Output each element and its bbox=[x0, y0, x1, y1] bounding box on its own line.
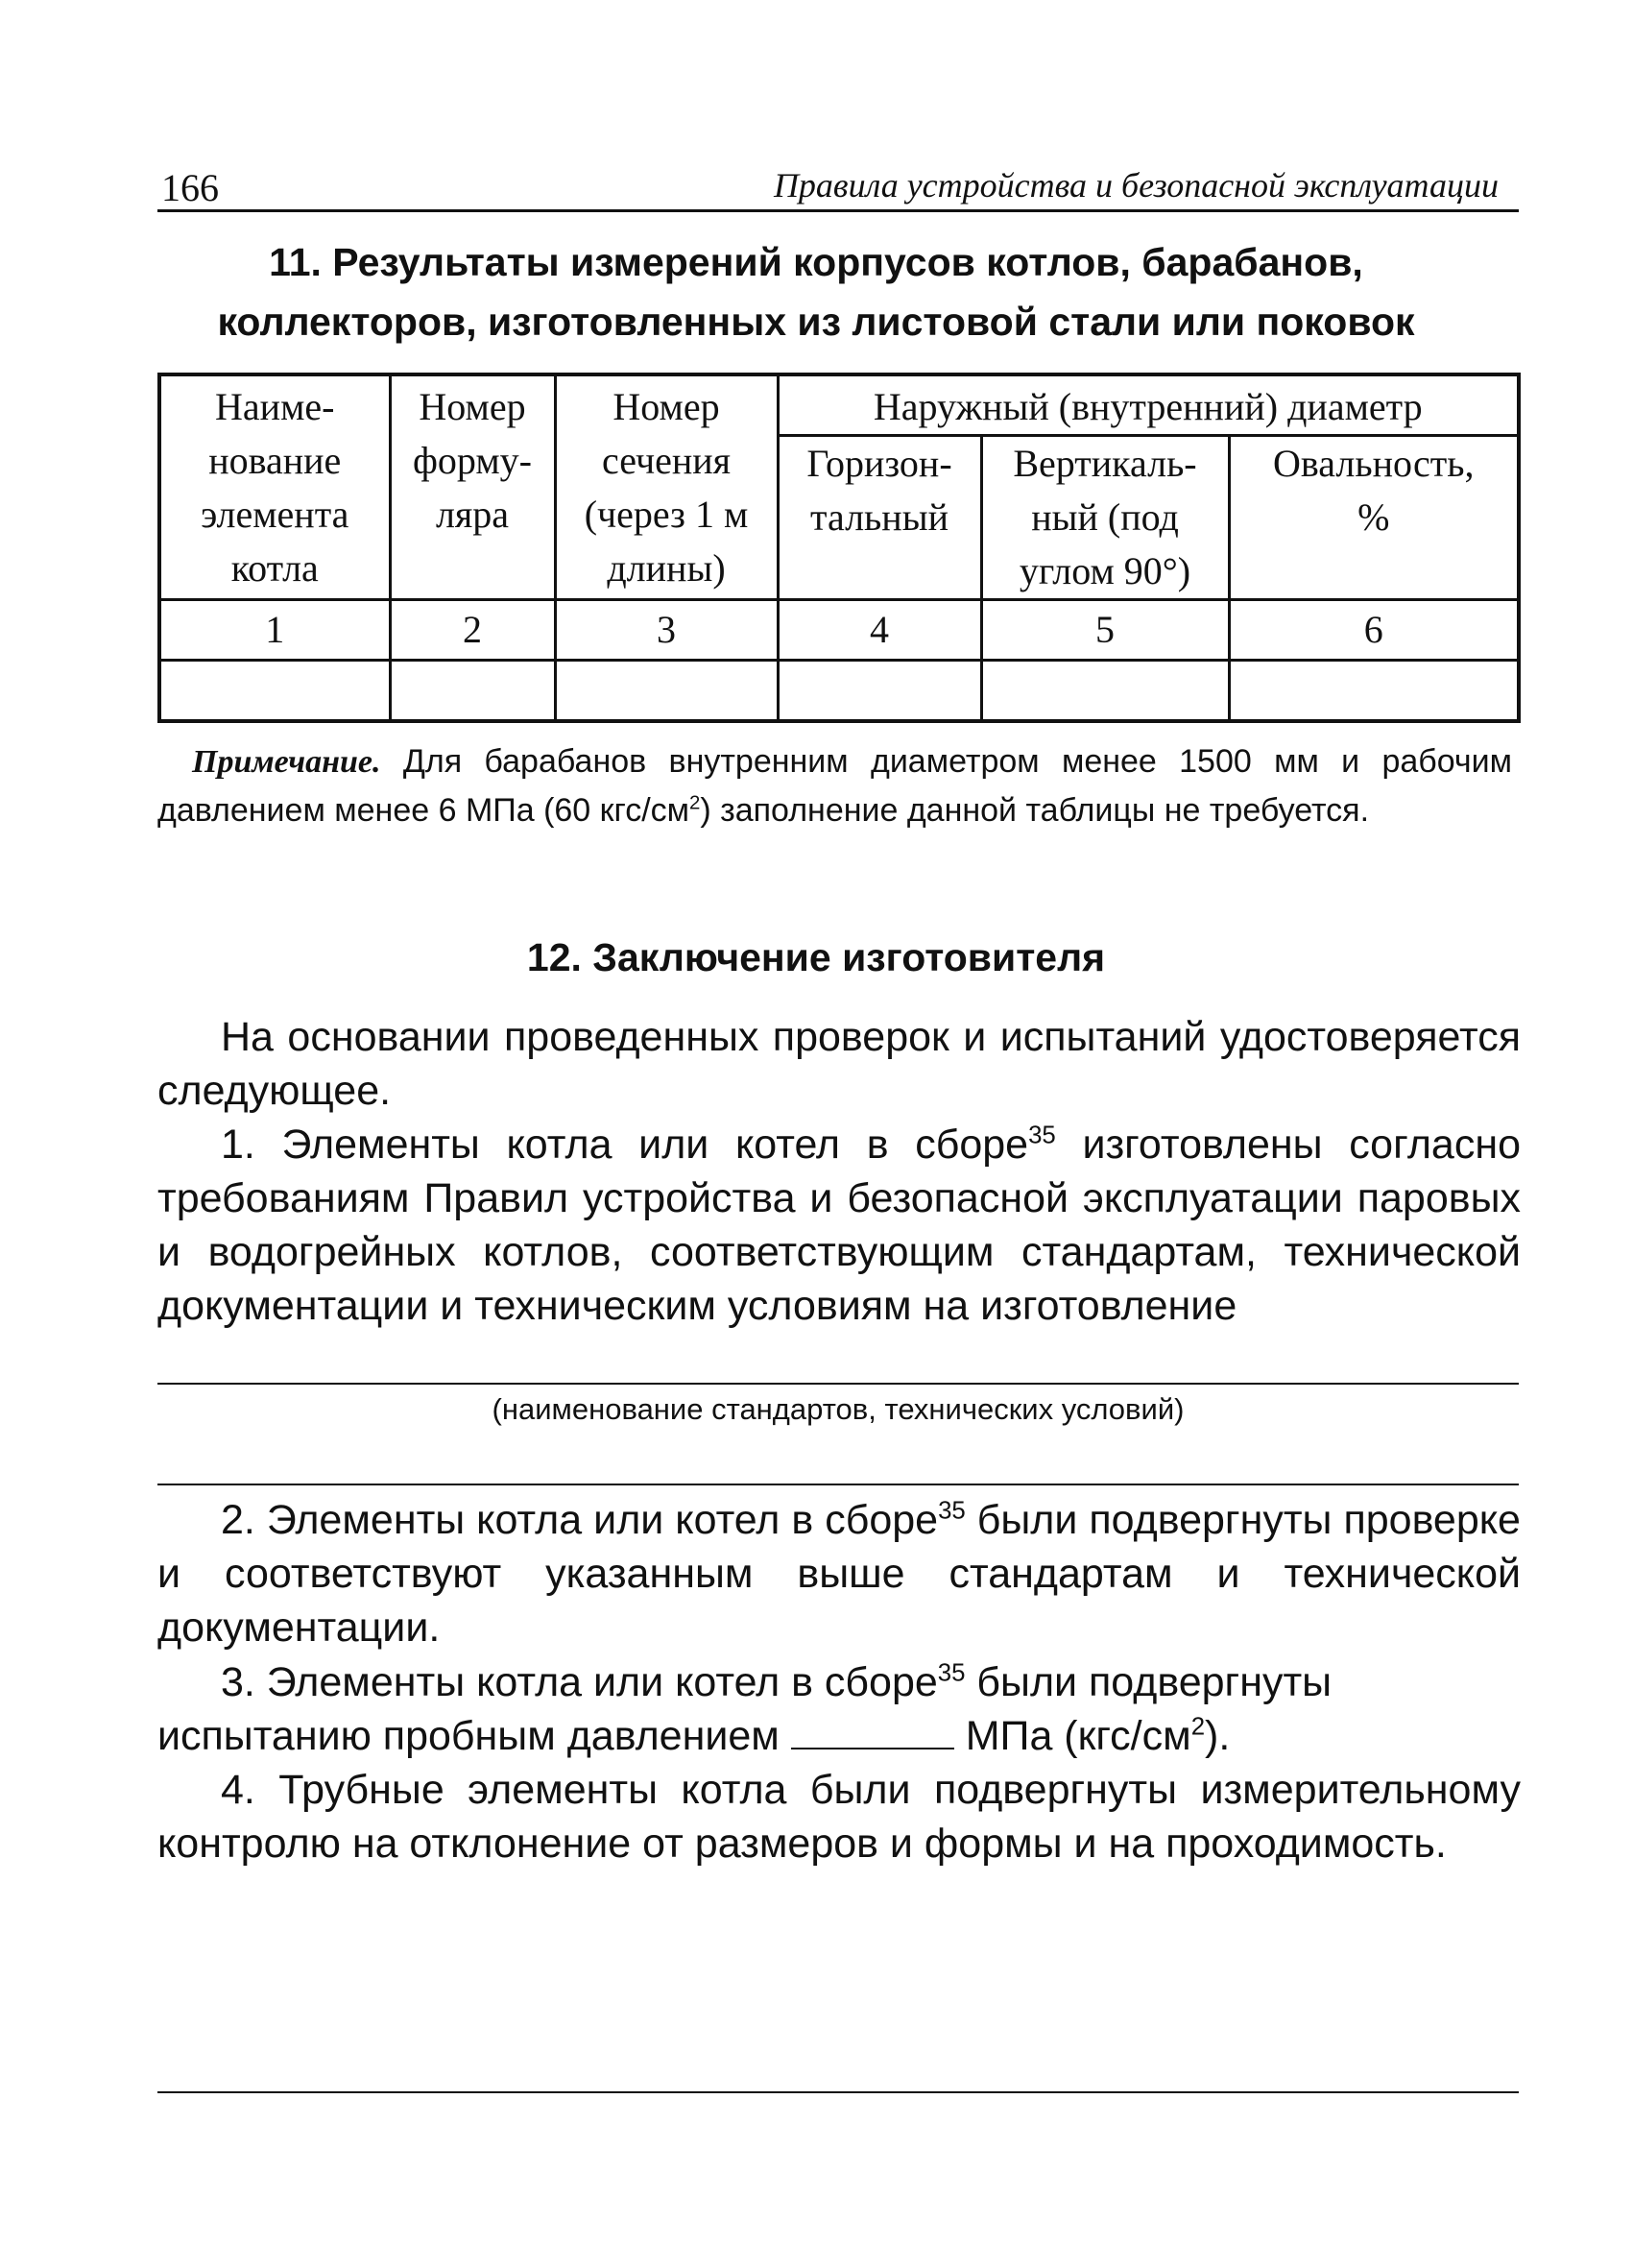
col-header-section-number: Номер сечения (через 1 м длины) bbox=[555, 374, 778, 600]
item-1-sup: 35 bbox=[1028, 1122, 1056, 1149]
table-cell bbox=[390, 661, 555, 722]
table-cell bbox=[159, 661, 390, 722]
item-3 bbox=[157, 1655, 1521, 1763]
table-cell: 5 bbox=[981, 600, 1229, 661]
table-cell bbox=[555, 661, 778, 722]
table-cell bbox=[981, 661, 1229, 722]
table-cell: 3 bbox=[555, 600, 778, 661]
item-2 bbox=[157, 1493, 1521, 1654]
fill-in-line bbox=[157, 1383, 1519, 1385]
col-header-ovality: Овальность, % bbox=[1229, 436, 1519, 600]
running-title: Правила устройства и безопасной эксплуатации bbox=[773, 166, 1499, 205]
note-text-a: Для барабанов внутренним диаметром менее 1500 мм и рабочим давлением менее 6 МПа (60 кгс/см bbox=[157, 743, 1512, 829]
col-header-vertical: Вертикаль- ный (под углом 90°) bbox=[981, 436, 1229, 600]
table-cell: 1 bbox=[159, 600, 390, 661]
item-3-text-d: ). bbox=[1205, 1713, 1231, 1759]
col-header-element-name: Наиме- нование элемента котла bbox=[159, 374, 390, 600]
col-header-horizontal: Горизон- тальный bbox=[778, 436, 981, 600]
note-sup: 2 bbox=[689, 792, 701, 814]
item-3-text-b: были подвергнуты испытанию пробным давлением bbox=[157, 1659, 1333, 1759]
pressure-blank[interactable] bbox=[791, 1715, 954, 1749]
table-cell: 4 bbox=[778, 600, 981, 661]
col-header-form-number: Номер форму- ляра bbox=[390, 374, 555, 600]
bottom-rule bbox=[157, 2091, 1519, 2093]
table-cell: 6 bbox=[1229, 600, 1519, 661]
table-cell: 2 bbox=[390, 600, 555, 661]
item-3-sup: 35 bbox=[937, 1659, 966, 1687]
item-2-sup: 35 bbox=[938, 1497, 966, 1525]
item-1-text-a: 1. Элементы котла или котел в сборе bbox=[221, 1122, 1029, 1168]
item-3-sup2: 2 bbox=[1190, 1713, 1206, 1741]
table-header-row bbox=[159, 374, 1519, 436]
page-number: 166 bbox=[161, 166, 219, 209]
section-12-title: 12. Заключение изготовителя bbox=[526, 935, 1106, 979]
section-11-title-line1: 11. Результаты измерений корпусов котлов, барабанов, bbox=[269, 240, 1363, 284]
table-cell bbox=[1229, 661, 1519, 722]
item-2-text-b: были подвергнуты проверке и соответствуют указанным выше стандартам и технической документации. bbox=[157, 1497, 1521, 1651]
section-11-title-line2: коллекторов, изготовленных из листовой стали или поковок bbox=[217, 300, 1415, 344]
header-rule bbox=[157, 209, 1519, 212]
section-11-title bbox=[144, 232, 1488, 351]
item-3-text-a: 3. Элементы котла или котел в сборе bbox=[221, 1659, 938, 1705]
fill-in-line bbox=[157, 1484, 1519, 1485]
intro-paragraph: На основании проведенных проверок и испытаний удостоверяется следующее. bbox=[157, 1014, 1521, 1114]
table-cell bbox=[778, 661, 981, 722]
note-label: Примечание. bbox=[192, 744, 381, 780]
table-empty-row bbox=[159, 661, 1519, 722]
item-1-text-b: изготовлены согласно требованиям Правил устройства и безопасной эксплуатации паровых и водогрейных котлов, соответствующим стандартам, технической документации и техническим условиям на изготовление bbox=[157, 1122, 1521, 1329]
measurement-table bbox=[157, 373, 1521, 723]
table-number-row bbox=[159, 600, 1519, 661]
table-note bbox=[157, 737, 1512, 834]
item-2-text-a: 2. Элементы котла или котел в сборе bbox=[221, 1497, 939, 1543]
item-4: 4. Трубные элементы котла были подвергнуты измерительному контролю на отклонение от размеров и формы и на проходимость. bbox=[157, 1767, 1521, 1867]
fill-in-caption: (наименование стандартов, технических условий) bbox=[492, 1392, 1185, 1426]
item-1 bbox=[157, 1118, 1521, 1333]
note-text-b: ) заполнение данной таблицы не требуется. bbox=[700, 792, 1370, 829]
item-3-text-c: МПа (кгс/см bbox=[953, 1713, 1191, 1759]
col-header-diameter-group: Наружный (внутренний) диаметр bbox=[778, 374, 1519, 436]
